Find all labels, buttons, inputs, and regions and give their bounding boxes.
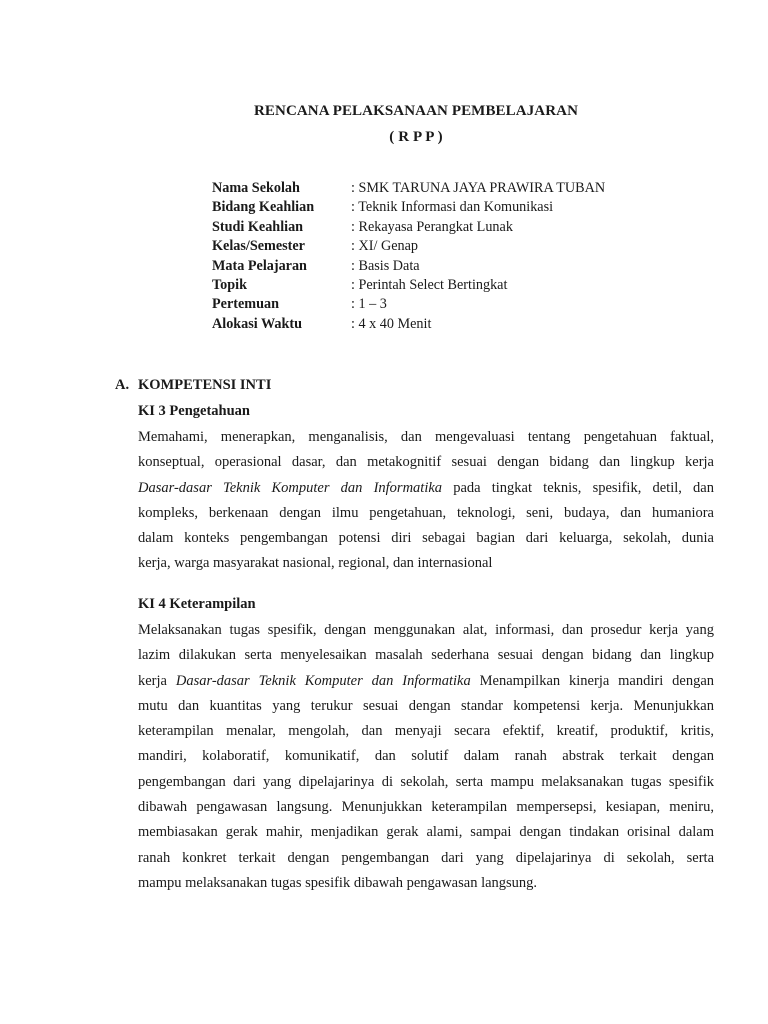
paragraph-line: kerja, warga masyarakat nasional, regional, dan internasional xyxy=(138,555,493,572)
identity-row xyxy=(212,237,605,256)
line-text: Menampilkan kinerja mandiri dengan xyxy=(470,672,714,689)
paragraph-line: membiasakan gerak mahir, menjadikan gerak alami, sampai dengan tindakan orisinal dalam xyxy=(138,824,714,841)
paragraph-line: dibawah pengawasan langsung. Menunjukkan keterampilan mempersepsi, kesiapan, meniru, xyxy=(138,799,714,816)
section-heading xyxy=(115,377,271,394)
line-text: pada tingkat teknis, spesifik, detil, dan xyxy=(442,479,714,496)
paragraph-line: dalam konteks pengembangan potensi diri sebagai bagian dari keluarga, sekolah, dunia xyxy=(138,530,714,547)
paragraph-line: ranah konkret terkait dengan pengembangan dari yang dipelajarinya di sekolah, serta xyxy=(138,849,714,866)
paragraph-line: mandiri, kolaboratif, komunikatif, dan solutif dalam ranah abstrak terkait dengan xyxy=(138,748,714,765)
ki3-paragraph xyxy=(138,425,714,577)
paragraph-line: kompleks, berkenaan dengan ilmu pengetahuan, teknologi, seni, budaya, dan humaniora xyxy=(138,504,714,521)
paragraph-line: mampu melaksanakan tugas spesifik dibawah pengawasan langsung. xyxy=(138,874,538,891)
line-text: kerja xyxy=(138,672,176,689)
identity-row xyxy=(212,315,605,334)
section-letter: A. xyxy=(115,377,130,393)
ki4-paragraph xyxy=(138,618,714,896)
identity-row xyxy=(212,218,605,237)
paragraph-line: Memahami, menerapkan, menganalisis, dan mengevaluasi tentang pengetahuan faktual, xyxy=(138,429,714,445)
identity-label: Alokasi Waktu xyxy=(212,315,303,332)
document-subtitle: ( R P P ) xyxy=(389,129,443,145)
identity-value: : Rekayasa Perangkat Lunak xyxy=(351,218,513,235)
section-title: KOMPETENSI INTI xyxy=(138,377,272,393)
identity-row xyxy=(212,257,605,276)
paragraph-line: konseptual, operasional dasar, dan metakognitif sesuai dengan bidang dan lingkup kerja xyxy=(138,454,714,471)
paragraph-line: mutu dan kuantitas yang terukur sesuai dengan standar kompetensi kerja. Menunjukkan xyxy=(138,697,714,714)
identity-row xyxy=(212,295,605,314)
italic-phrase: Dasar-dasar Teknik Komputer dan Informatika xyxy=(175,672,471,689)
identity-value: : 4 x 40 Menit xyxy=(351,315,432,332)
ki3-heading: KI 3 Pengetahuan xyxy=(138,403,250,419)
identity-label: Pertemuan xyxy=(212,296,279,313)
identity-value: : Basis Data xyxy=(351,257,420,274)
paragraph-line: lazim dilakukan serta menyelesaikan masalah sederhana sesuai dengan bidang dan lingkup xyxy=(138,647,714,664)
identity-value: : Perintah Select Bertingkat xyxy=(351,276,508,293)
document-title: RENCANA PELAKSANAAN PEMBELAJARAN xyxy=(253,103,579,119)
paragraph-line: keterampilan menalar, mengolah, dan menyaji secara efektif, kreatif, produktif, kritis, xyxy=(138,723,714,740)
italic-phrase: Dasar-dasar Teknik Komputer dan Informatika xyxy=(138,479,443,496)
paragraph-line xyxy=(138,476,714,501)
identity-label: Topik xyxy=(212,276,247,293)
paragraph-line xyxy=(138,669,714,694)
identity-value: : SMK TARUNA JAYA PRAWIRA TUBAN xyxy=(351,180,606,196)
paragraph-line: Melaksanakan tugas spesifik, dengan menggunakan alat, informasi, dan prosedur kerja yang xyxy=(138,622,714,638)
identity-value: : 1 – 3 xyxy=(351,296,387,313)
identity-row xyxy=(212,179,605,198)
identity-row xyxy=(212,276,605,295)
identity-label: Nama Sekolah xyxy=(212,180,300,196)
identity-table xyxy=(212,179,605,334)
identity-value: : Teknik Informasi dan Komunikasi xyxy=(351,199,554,216)
paragraph-line: pengembangan dari yang dipelajarinya di sekolah, serta mampu melaksanakan tugas spesifik xyxy=(138,773,714,790)
identity-row xyxy=(212,198,605,217)
identity-label: Studi Keahlian xyxy=(212,218,304,235)
identity-label: Kelas/Semester xyxy=(212,238,305,255)
identity-label: Bidang Keahlian xyxy=(212,199,315,216)
identity-value: : XI/ Genap xyxy=(351,238,418,255)
identity-label: Mata Pelajaran xyxy=(212,257,307,274)
ki4-heading: KI 4 Keterampilan xyxy=(138,596,256,612)
